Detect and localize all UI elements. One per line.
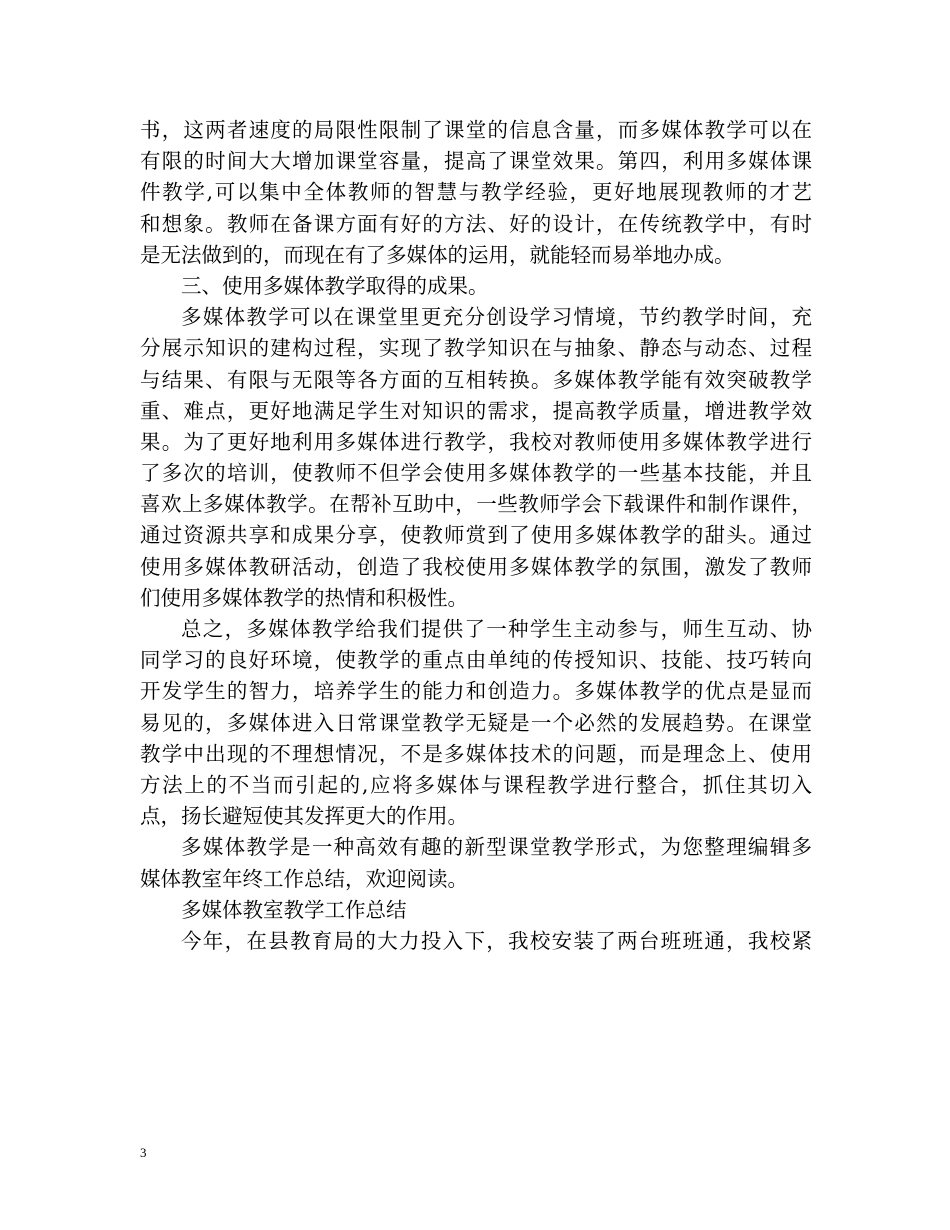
text-line: 同学习的良好环境，使教学的重点由单纯的传授知识、技能、技巧转向 [140,648,812,673]
text-line: 开发学生的智力，培养学生的能力和创造力。多媒体教学的优点是显而 [140,679,812,704]
text-line: 喜欢上多媒体教学。在帮补互助中，一些教师学会下载课件和制作课件， [140,492,812,517]
page-number: 3 [140,1145,147,1160]
body-text [140,115,812,957]
text-line: 书，这两者速度的局限性限制了课堂的信息含量，而多媒体教学可以在 [140,118,812,142]
text-line: 点，扬长避短使其发挥更大的作用。 [140,804,468,829]
text-line: 多媒体教学是一种高效有趣的新型课堂教学形式，为您整理编辑多 [181,835,812,860]
text-line: 通过资源共享和成果分享，使教师赏到了使用多媒体教学的甜头。通过 [140,523,812,548]
text-line: 总之，多媒体教学给我们提供了一种学生主动参与，师生互动、协 [181,617,812,641]
text-line: 和想象。教师在备课方面有好的方法、好的设计，在传统教学中，有时 [140,211,812,236]
text-line: 三、使用多媒体教学取得的成果。 [181,273,489,298]
text-line: 分展示知识的建构过程，实现了教学知识在与抽象、静态与动态、过程 [140,336,812,361]
text-line: 教学中出现的不理想情况，不是多媒体技术的问题，而是理念上、使用 [140,741,812,766]
text-line: 件教学,可以集中全体教师的智慧与教学经验，更好地展现教师的才艺 [140,180,812,205]
text-line: 易见的，多媒体进入日常课堂教学无疑是一个必然的发展趋势。在课堂 [140,710,812,735]
text-line: 今年，在县教育局的大力投入下，我校安装了两台班班通，我校紧 [181,928,812,953]
text-line: 方法上的不当而引起的,应将多媒体与课程教学进行整合，抓住其切入 [140,772,812,797]
text-line: 与结果、有限与无限等各方面的互相转换。多媒体教学能有效突破教学 [140,367,812,392]
text-line: 重、难点，更好地满足学生对知识的需求，提高教学质量，增进教学效 [140,398,812,423]
text-line: 使用多媒体教研活动，创造了我校使用多媒体教学的氛围，激发了教师 [140,554,812,579]
text-line: 多媒体教学可以在课堂里更充分创设学习情境，节约教学时间，充 [181,305,812,330]
text-line: 媒体教室年终工作总结，欢迎阅读。 [140,866,468,891]
text-line: 们使用多媒体教学的热情和积极性。 [140,585,468,610]
text-line: 果。为了更好地利用多媒体进行教学，我校对教师使用多媒体教学进行 [140,429,812,454]
text-line: 了多次的培训，使教师不但学会使用多媒体教学的一些基本技能，并且 [140,461,812,486]
text-line: 有限的时间大大增加课堂容量，提高了课堂效果。第四，利用多媒体课 [140,149,812,174]
text-line: 是无法做到的，而现在有了多媒体的运用，就能轻而易举地办成。 [140,242,735,267]
text-line: 多媒体教室教学工作总结 [181,897,407,922]
